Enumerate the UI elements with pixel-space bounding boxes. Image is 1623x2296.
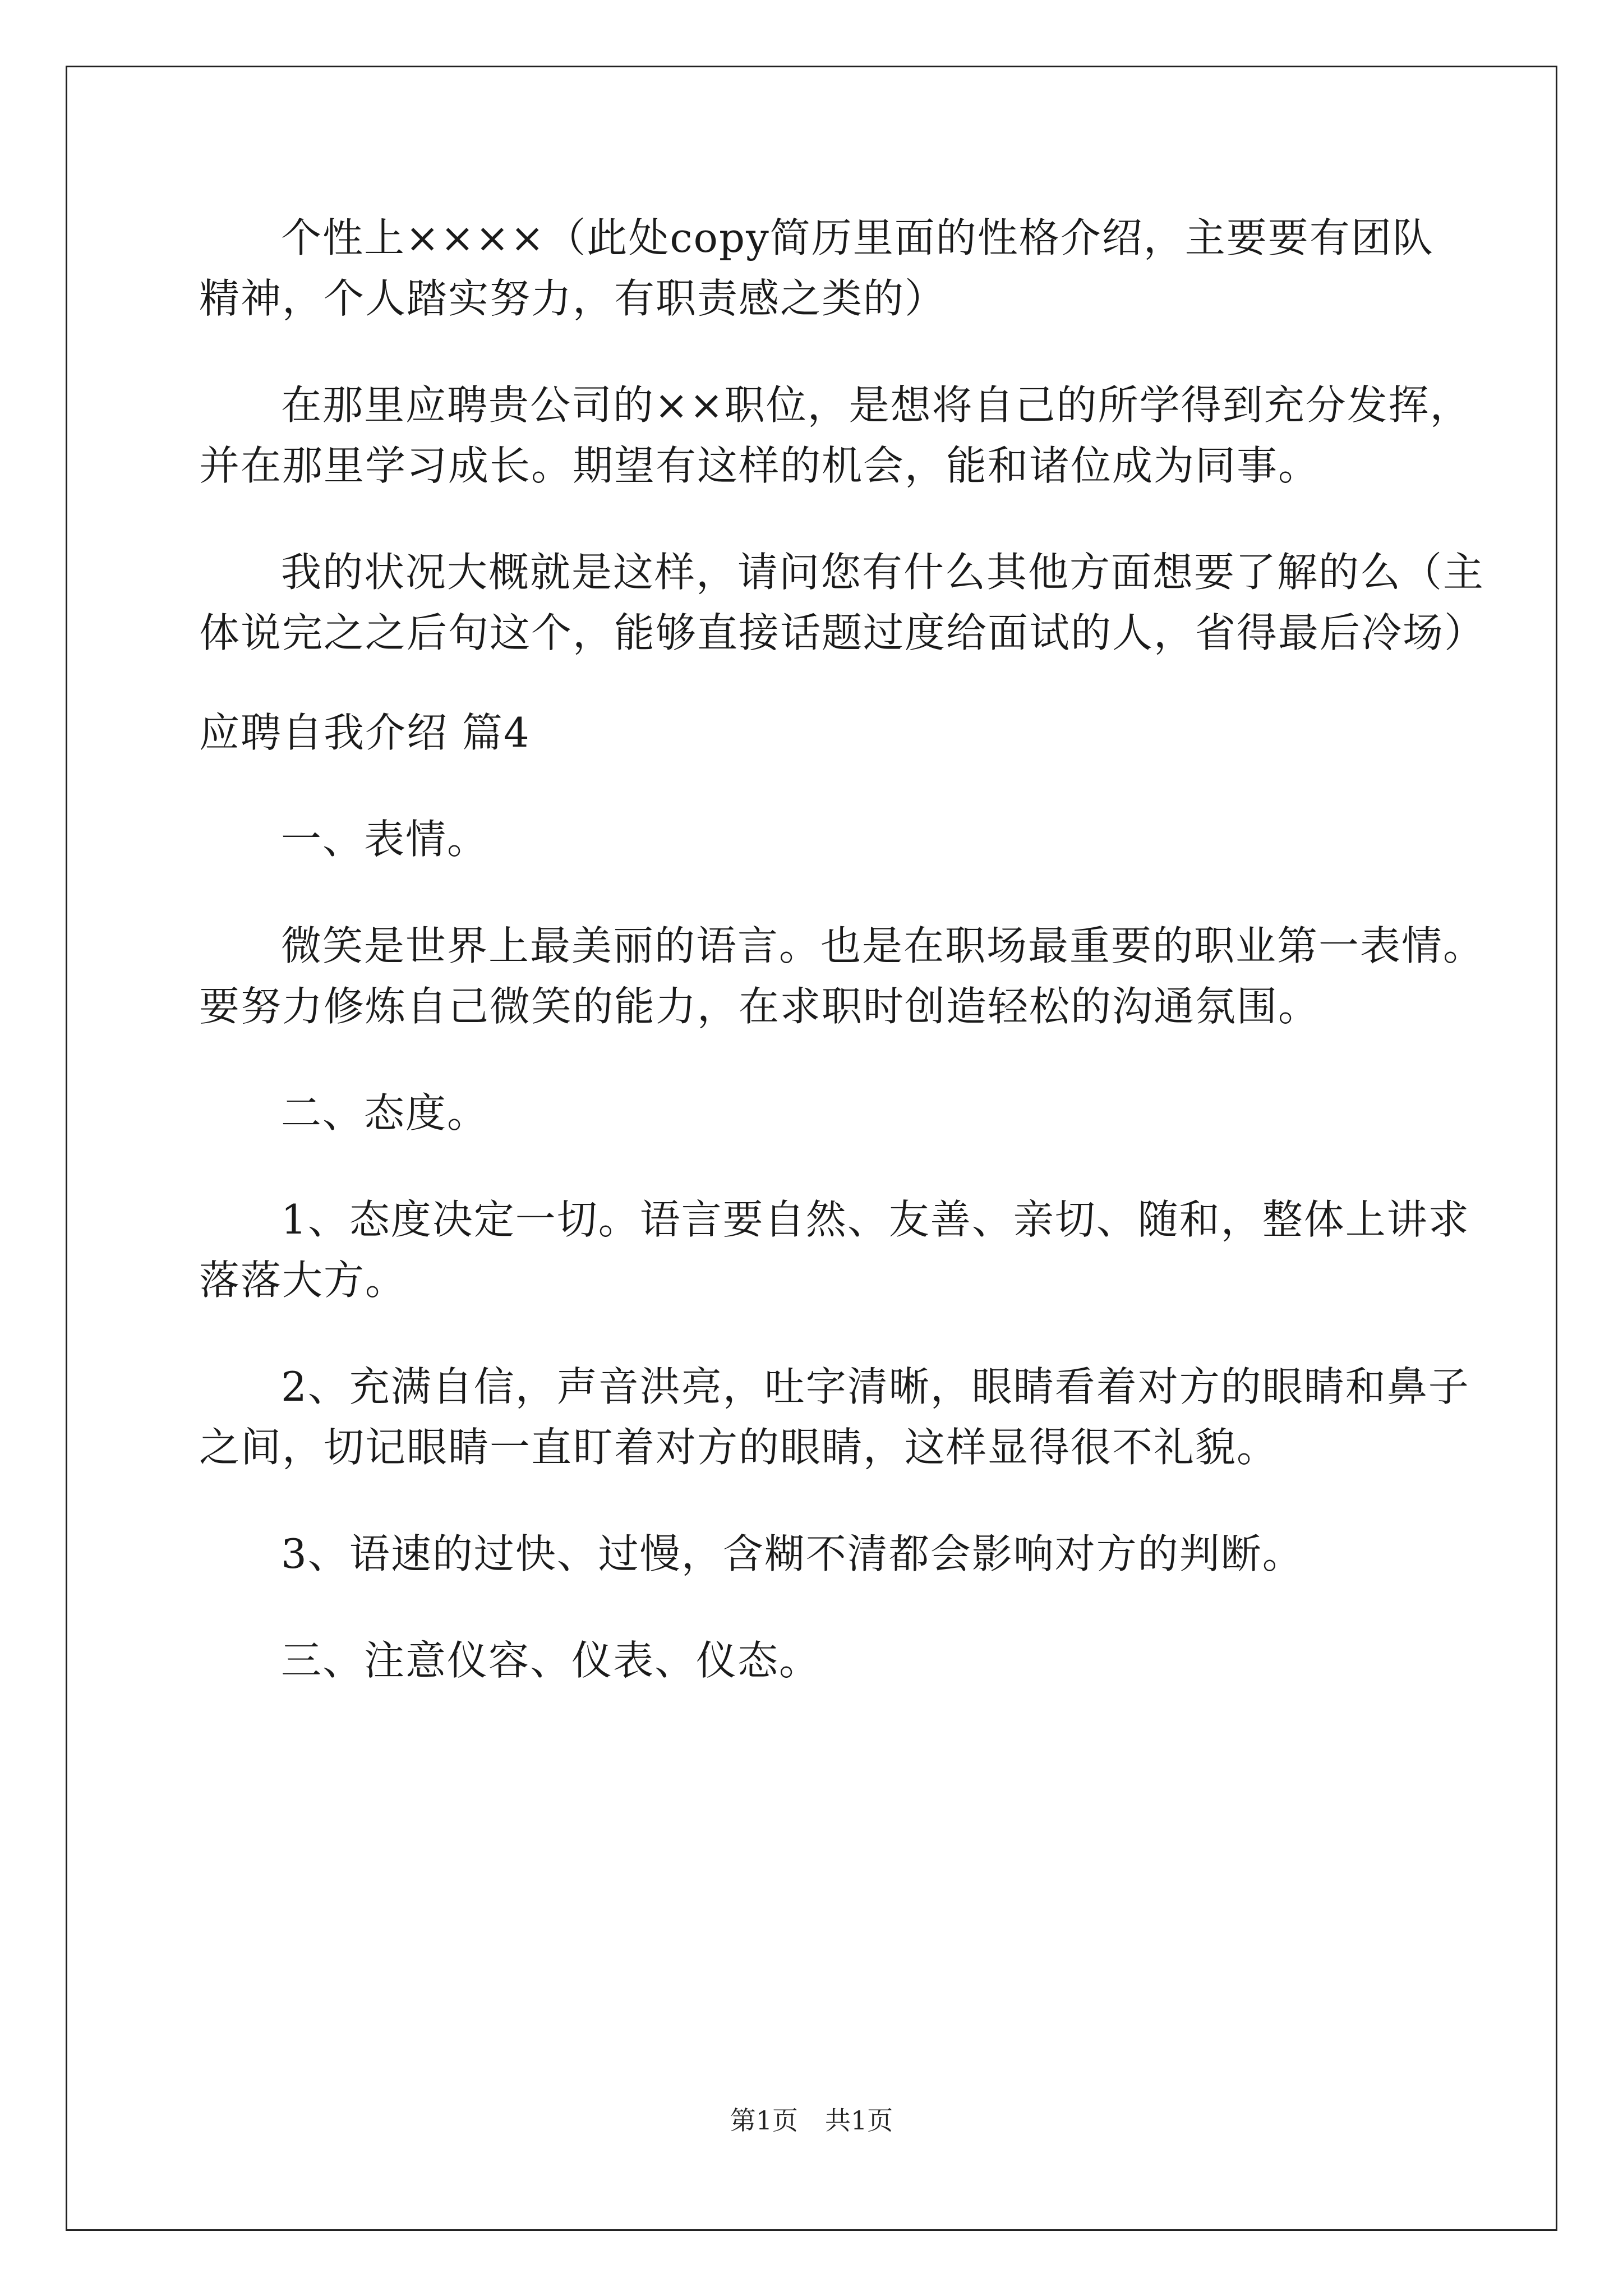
- document-body: [199, 208, 1486, 1691]
- paragraph-line: 要努力修炼自己微笑的能力，在求职时创造轻松的沟通氛围。: [199, 983, 1320, 1030]
- paragraph-line: 落落大方。: [199, 1257, 407, 1304]
- page-footer: [0, 2104, 1623, 2137]
- paragraph-line: 体说完之之后句这个，能够直接话题过度给面试的人，省得最后冷场）: [199, 609, 1486, 656]
- paragraph-line: 精神，个人踏实努力，有职责感之类的）: [199, 275, 947, 322]
- page-number-total: 共1页: [825, 2105, 893, 2136]
- section-heading: 应聘自我介绍 篇4: [199, 709, 531, 756]
- paragraph-line: 并在那里学习成长。期望有这样的机会，能和诸位成为同事。: [199, 442, 1320, 489]
- paragraph-line: 微笑是世界上最美丽的语言。也是在职场最重要的职业第一表情。: [281, 922, 1485, 969]
- paragraph-line: 1、态度决定一切。语言要自然、友善、亲切、随和，整体上讲求: [281, 1196, 1470, 1243]
- subheading: 二、态度。: [281, 1089, 489, 1137]
- subheading: 一、表情。: [281, 816, 489, 863]
- paragraph-line: 2、充满自信，声音洪亮，吐字清晰，眼睛看着对方的眼睛和鼻子: [281, 1363, 1470, 1410]
- page-number-current: 第1页: [730, 2105, 798, 2136]
- paragraph-line: 个性上××××（此处copy简历里面的性格介绍，主要要有团队: [281, 214, 1434, 261]
- paragraph-line: 之间，切记眼睛一直盯着对方的眼睛，这样显得很不礼貌。: [199, 1424, 1279, 1471]
- subheading: 三、注意仪容、仪表、仪态。: [281, 1637, 821, 1684]
- paragraph-line: 3、语速的过快、过慢，含糊不清都会影响对方的判断。: [281, 1530, 1304, 1577]
- paragraph-line: 在那里应聘贵公司的××职位，是想将自己的所学得到充分发挥，: [281, 381, 1472, 429]
- paragraph-line: 我的状况大概就是这样，请问您有什么其他方面想要了解的么（主: [281, 549, 1485, 596]
